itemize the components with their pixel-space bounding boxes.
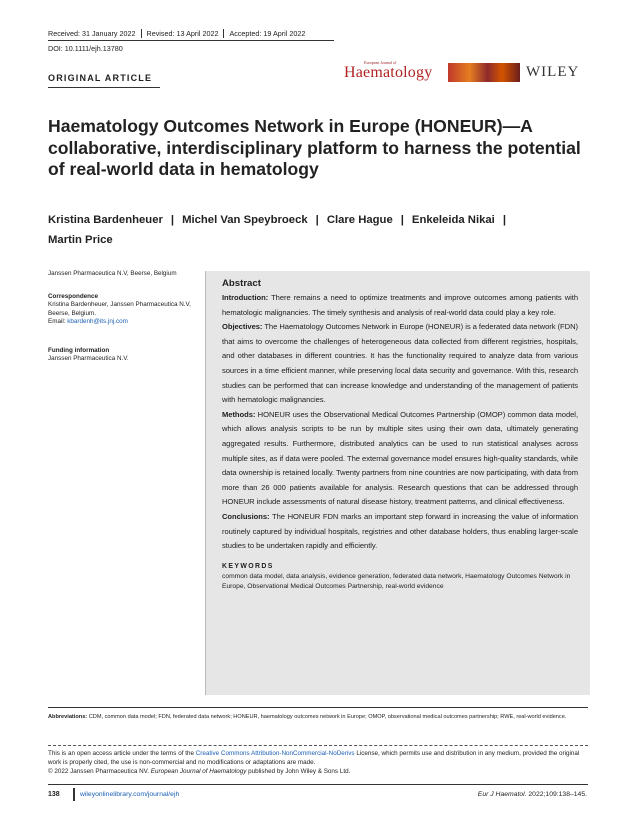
methods-text: HONEUR uses the Observational Medical Outcomes Partnership (OMOP) common data model, which allows analysis scripts to be run by multiple sites using their own data, ultimately generating aggregated results. Furthermore, distributed analytics can be used to run statistical analyses across multiple sites, as if data were pooled. The external governance model ensures high-quality standards, while data ownership is retained locally. Twenty partners from nine countries are now participating, with data from more than 26 000 patients available for analysis. Research questions that can be addressed through HONEUR include assessments of natural disease history, treatment patterns, and clinical effectiveness. <box>222 409 578 507</box>
abbreviations-label: Abbreviations: <box>48 714 88 720</box>
author[interactable]: Martin Price <box>48 233 113 246</box>
page-number: 138 <box>48 791 60 798</box>
introduction-text: There remains a need to optimize treatments and improve outcomes among patients with hematologic malignancies. The timely synthesis and analysis of real-world data could play a key role. <box>222 293 578 317</box>
author[interactable]: Enkeleida Nikai <box>411 214 495 226</box>
conclusions-label: Conclusions: <box>222 511 270 521</box>
doi[interactable]: DOI: 10.1111/ejh.13780 <box>48 44 123 53</box>
article-title: Haematology Outcomes Network in Europe (HONEUR)—A collaborative, interdisciplinary platform to harness the potential of real-world data in hematology <box>48 116 581 179</box>
email-label: Email: <box>48 318 66 326</box>
author-separator: | <box>502 214 506 226</box>
received-date: Received: 31 January 2022 <box>48 29 142 38</box>
copyright-post: published by John Wiley & Sons Ltd. <box>246 768 351 776</box>
author-separator: | <box>315 214 319 226</box>
abstract-introduction <box>222 291 578 320</box>
abstract-conclusions <box>222 510 578 554</box>
objectives-text: The Haematology Outcomes Network in Europe (HONEUR) is a federated data network (FDN) that aims to overcome the challenges of heterogeneous data collected from different registries, hospitals, and other databases in different countries. It has the functionality required to analyze data from various sources in a time efficient manner, while preserving local data security and governance. With this, research studies can be performed that can increase knowledge and understanding of the management of patients with hematologic malignancies. <box>222 322 578 405</box>
funding-text: Janssen Pharmaceutica N.V. <box>48 355 129 363</box>
header-divider <box>48 40 334 41</box>
citation-details: 2022;109:138–145. <box>526 791 587 798</box>
abstract-heading: Abstract <box>222 278 261 289</box>
citation-journal: Eur J Haematol. <box>477 791 527 798</box>
journal-logo <box>344 60 432 84</box>
license-text-pre: This is an open access article under the terms of the <box>48 750 196 757</box>
funding-block <box>48 347 198 364</box>
abstract <box>222 278 578 593</box>
license-text-post: License, which permits use and distribution in any medium, provided the original work is properly cited, the use is non-commercial and no modifications or adaptations are made. <box>48 750 580 767</box>
article-type-underline <box>48 87 160 88</box>
email-link[interactable]: kbardenh@its.jnj.com <box>67 318 128 326</box>
citation <box>478 791 587 798</box>
abstract-objectives <box>222 320 578 408</box>
author[interactable]: Michel Van Speybroeck <box>182 214 308 226</box>
keywords-text: common data model, data analysis, evidence generation, federated data network, Haematology Outcomes Network in Europe, Observational Medical Outcomes Partnership, real-world evidence <box>222 572 571 591</box>
page-number-bar <box>73 788 75 801</box>
abbreviations-divider <box>48 707 588 708</box>
keywords-heading: KEYWORDS <box>222 562 274 570</box>
journal-url-link[interactable]: wileyonlinelibrary.com/journal/ejh <box>80 791 180 798</box>
conclusions-text: The HONEUR FDN marks an important step forward in increasing the value of information routinely captured by individual hospitals, registries and other database holders, thus enabling larger-scale studies to be undertaken rapidly and efficiently. <box>222 511 578 551</box>
page-footer-divider <box>48 784 588 785</box>
copyright-journal: European Journal of Haematology <box>150 768 247 776</box>
journal-logo-small-text: European Journal of <box>364 60 397 65</box>
abbreviations-text: CDM, common data model; FDN, federated data network; HONEUR, haematology outcomes network in Europe; OMOP, observational medical outcomes partnership; RWE, real-world evidence. <box>88 714 567 720</box>
revised-date: Revised: 13 April 2022 <box>142 29 225 38</box>
funding-heading: Funding information <box>48 347 110 354</box>
journal-cover-image <box>448 63 520 82</box>
article-dates <box>48 29 310 38</box>
objectives-label: Objectives: <box>222 322 263 332</box>
abstract-methods <box>222 408 578 510</box>
correspondence-text: Kristina Bardenheuer, Janssen Pharmaceutica N.V, Beerse, Belgium. <box>48 301 191 317</box>
publisher-logo: WILEY <box>526 64 580 80</box>
journal-logo-text: Haematology <box>344 64 433 81</box>
affiliation: Janssen Pharmaceutica N.V, Beerse, Belgium <box>48 270 177 277</box>
accepted-date: Accepted: 19 April 2022 <box>229 29 306 38</box>
article-type: ORIGINAL ARTICLE <box>48 73 153 83</box>
author[interactable]: Kristina Bardenheuer <box>48 214 163 226</box>
license-notice <box>48 749 588 777</box>
license-link[interactable]: Creative Commons Attribution-NonCommercial-NoDerivs <box>195 750 355 757</box>
methods-label: Methods: <box>222 409 256 419</box>
correspondence-email-line <box>48 318 198 326</box>
author-separator: | <box>170 214 175 226</box>
license-divider <box>48 745 588 746</box>
author-separator: | <box>400 214 404 226</box>
author-list <box>48 211 588 250</box>
introduction-label: Introduction: <box>222 293 269 302</box>
author[interactable]: Clare Hague <box>326 214 393 226</box>
correspondence-heading: Correspondence <box>48 293 99 300</box>
copyright-pre: © 2022 Janssen Pharmaceutica NV. <box>48 768 151 776</box>
abbreviations <box>48 713 588 722</box>
correspondence-block <box>48 293 198 327</box>
